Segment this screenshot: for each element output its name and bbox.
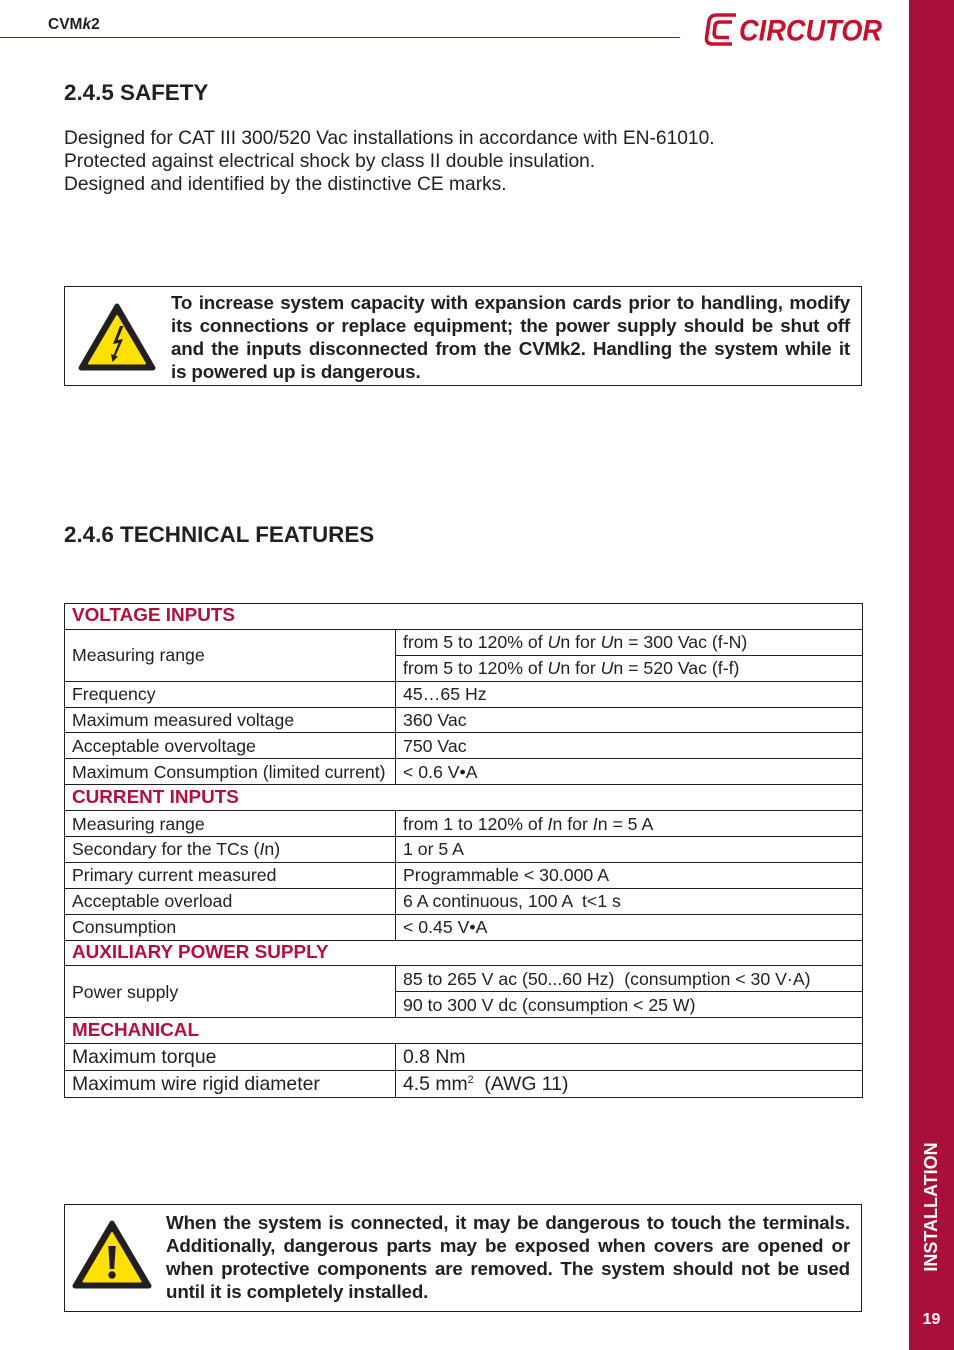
table-row-label bbox=[65, 837, 396, 863]
table-section-title: VOLTAGE INPUTS bbox=[65, 604, 863, 630]
table-row-label: Consumption bbox=[65, 914, 396, 940]
text-segment: n for bbox=[552, 813, 593, 834]
table-row bbox=[65, 914, 863, 940]
circutor-logo bbox=[704, 10, 886, 48]
safety-line: Designed for CAT III 300/520 Vac installations in accordance with EN-61010. bbox=[64, 128, 715, 149]
table-row-value: 6 A continuous, 100 A t<1 s bbox=[396, 888, 863, 914]
table-row-label: Primary current measured bbox=[65, 862, 396, 888]
text-segment: (AWG 11) bbox=[473, 1073, 569, 1096]
safety-line: Protected against electrical shock by class II double insulation. bbox=[64, 151, 596, 172]
text-segment: I bbox=[547, 813, 553, 834]
table-row bbox=[65, 733, 863, 759]
notice-line: until it is completely installed. bbox=[166, 1281, 429, 1303]
table-row-label: Maximum wire rigid diameter bbox=[65, 1071, 396, 1098]
text-segment: from 5 to 120% of bbox=[403, 658, 548, 679]
notice-line: its connections or replace equipment; the power supply should be shut off bbox=[171, 314, 850, 336]
table-row-label: Frequency bbox=[65, 681, 396, 707]
table-row-value: Programmable < 30.000 A bbox=[396, 862, 863, 888]
table-section-row bbox=[65, 1018, 863, 1044]
text-segment: n) bbox=[264, 839, 281, 860]
page-number: 19 bbox=[922, 1311, 941, 1328]
table-row-value bbox=[396, 811, 863, 837]
table-row-label: Maximum Consumption (limited current) bbox=[65, 759, 396, 785]
product-name bbox=[48, 16, 100, 34]
table-row bbox=[65, 759, 863, 785]
table-row-value: 360 Vac bbox=[396, 707, 863, 733]
text-segment: I bbox=[592, 813, 598, 834]
text-segment: n = 520 Vac (f-f) bbox=[613, 658, 740, 679]
text-segment: k bbox=[82, 16, 92, 33]
logo-wordmark: CIRCUTOR bbox=[739, 14, 883, 48]
notice-line: When the system is connected, it may be dangerous to touch the terminals. bbox=[166, 1211, 850, 1233]
warning-icon bbox=[72, 1219, 152, 1290]
text-segment: U bbox=[547, 658, 561, 679]
notice-line: and the inputs disconnected from the CVMk2. Handling the system while it bbox=[171, 337, 850, 359]
safety-paragraph bbox=[64, 127, 715, 196]
table-row-value bbox=[396, 629, 863, 655]
notice-line: is powered up is dangerous. bbox=[171, 360, 421, 382]
table-row bbox=[65, 1044, 863, 1071]
table-row-value: 0.8 Nm bbox=[396, 1044, 863, 1071]
table-row-label: Maximum measured voltage bbox=[65, 707, 396, 733]
text-segment: n for bbox=[560, 658, 601, 679]
text-segment: from 5 to 120% of bbox=[403, 632, 548, 653]
table-section-row bbox=[65, 785, 863, 811]
text-segment: from 1 to 120% of bbox=[403, 813, 548, 834]
logo-mark-icon bbox=[706, 15, 736, 44]
table-row-value: 90 to 300 V dc (consumption < 25 W) bbox=[396, 992, 863, 1018]
table-row-label: Measuring range bbox=[65, 629, 396, 681]
table-row bbox=[65, 629, 863, 655]
table-row bbox=[65, 862, 863, 888]
table-row-label: Measuring range bbox=[65, 811, 396, 837]
exclamation-dot bbox=[108, 1271, 115, 1278]
technical-features-table bbox=[64, 603, 863, 1098]
table-row bbox=[65, 966, 863, 992]
text-segment: U bbox=[600, 632, 614, 653]
header-rule bbox=[0, 37, 680, 38]
table-row-label: Power supply bbox=[65, 966, 396, 1018]
table-row-value bbox=[396, 655, 863, 681]
electric-hazard-icon bbox=[78, 302, 156, 372]
table-section-title: AUXILIARY POWER SUPPLY bbox=[65, 940, 863, 966]
text-segment: n for bbox=[560, 632, 601, 653]
table-row-label: Acceptable overload bbox=[65, 888, 396, 914]
table-row bbox=[65, 707, 863, 733]
text-segment: U bbox=[600, 658, 614, 679]
general-warning-notice bbox=[64, 1204, 862, 1312]
notice-line: To increase system capacity with expansion cards prior to handling, modify bbox=[171, 291, 850, 313]
table-section-title: CURRENT INPUTS bbox=[65, 785, 863, 811]
text-segment: 4.5 mm bbox=[403, 1073, 468, 1096]
table-row-value: < 0.6 V•A bbox=[396, 759, 863, 785]
table-row-value: 85 to 265 V ac (50...60 Hz) (consumption < 30 V·A) bbox=[396, 966, 863, 992]
text-segment: Secondary for the TCs ( bbox=[72, 839, 260, 860]
table-row bbox=[65, 888, 863, 914]
electric-hazard-text bbox=[171, 291, 850, 383]
table-row bbox=[65, 811, 863, 837]
text-segment: U bbox=[547, 632, 561, 653]
table-section-title: MECHANICAL bbox=[65, 1018, 863, 1044]
technical-features-heading: 2.4.6 TECHNICAL FEATURES bbox=[64, 522, 375, 547]
table-row bbox=[65, 681, 863, 707]
table-row-value: < 0.45 V•A bbox=[396, 914, 863, 940]
notice-line: Additionally, dangerous parts may be exposed when covers are opened or bbox=[166, 1234, 850, 1256]
table-row bbox=[65, 1071, 863, 1098]
text-segment: 2 bbox=[91, 16, 100, 33]
table-row-label: Maximum torque bbox=[65, 1044, 396, 1071]
text-segment: I bbox=[259, 839, 265, 860]
table-row bbox=[65, 837, 863, 863]
electric-hazard-notice bbox=[64, 286, 862, 386]
general-warning-text bbox=[166, 1211, 850, 1304]
table-row-value: 45…65 Hz bbox=[396, 681, 863, 707]
table-section-row bbox=[65, 604, 863, 630]
safety-line: Designed and identified by the distinctive CE marks. bbox=[64, 174, 507, 195]
text-segment: n = 300 Vac (f-N) bbox=[613, 632, 748, 653]
safety-heading: 2.4.5 SAFETY bbox=[64, 80, 209, 105]
text-segment: CVM bbox=[48, 16, 83, 33]
table-row-value: 750 Vac bbox=[396, 733, 863, 759]
notice-line: when protective components are removed. The system should not be used bbox=[166, 1258, 850, 1280]
table-row-label: Acceptable overvoltage bbox=[65, 733, 396, 759]
text-segment: n = 5 A bbox=[597, 813, 654, 834]
side-tab-section-label: INSTALLATION bbox=[921, 1142, 941, 1272]
text-segment: 2 bbox=[467, 1074, 474, 1087]
table-row-value bbox=[396, 1071, 863, 1098]
table-row-value: 1 or 5 A bbox=[396, 837, 863, 863]
table-section-row bbox=[65, 940, 863, 966]
